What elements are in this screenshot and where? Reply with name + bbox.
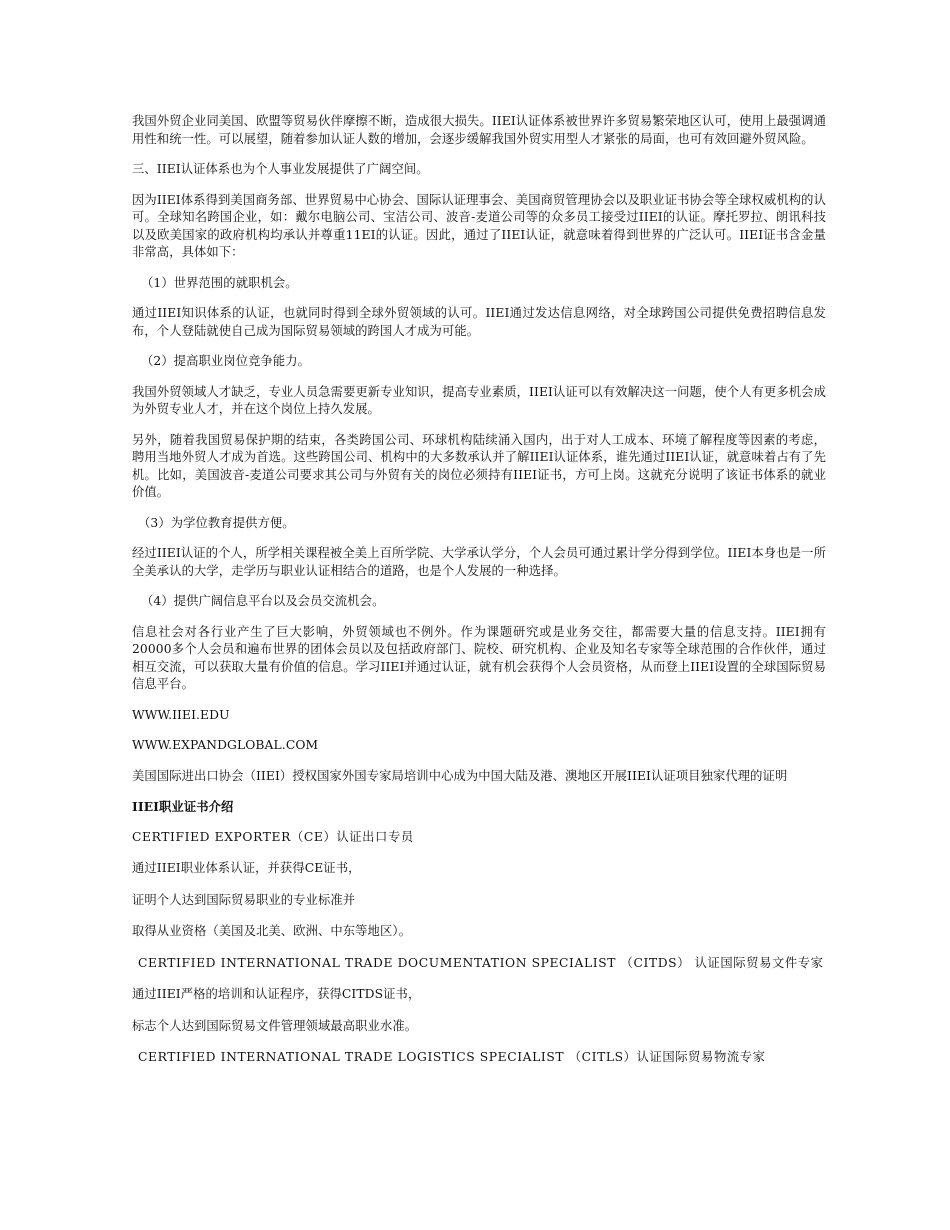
paragraph: 我国外贸企业同美国、欧盟等贸易伙伴摩擦不断，造成很大损失。IIEI认证体系被世界许多贸易繁荣地区认可，使用上最强调通用性和统一性。可以展望，随着参加认证人数的增加，会逐步缓解我国外贸实用型人才紧张的局面，也可有效回避外贸风险。 (132, 114, 826, 146)
paragraph: 经过IIEI认证的个人，所学相关课程被全美上百所学院、大学承认学分，个人会员可通过累计学分得到学位。IIEI本身也是一所全美承认的大学，走学历与职业认证相结合的道路，也是个人发展的一种选择。 (132, 546, 826, 578)
paragraph: 我国外贸领域人才缺乏，专业人员急需要更新专业知识，提高专业素质，IIEI认证可以有效解决这一问题，使个人有更多机会成为外贸专业人才，并在这个岗位上持久发展。 (132, 384, 826, 416)
certificate-name: CERTIFIED EXPORTER（CE）认证出口专员 (132, 829, 414, 844)
document-body (132, 113, 826, 1081)
list-heading: （4）提供广阔信息平台以及会员交流机会。 (141, 594, 385, 608)
section-title: IIEI职业证书介绍 (132, 799, 234, 814)
certificate-name: CERTIFIED INTERNATIONAL TRADE LOGISTICS SPECIALIST （CITLS）认证国际贸易物流专家 (138, 1050, 766, 1064)
website-url: WWW.IIEI.EDU (132, 707, 230, 722)
paragraph: 信息社会对各行业产生了巨大影响，外贸领域也不例外。作为课题研究或是业务交往，都需要大量的信息支持。IIEI拥有20000多个人会员和遍布世界的团体会员以及包括政府部门、院校、研究机构、企业及知名专家等全球范围的合作伙伴，通过相互交流，可以获取大量有价值的信息。学习IIEI并通过认证，就有机会获得个人会员资格，从而登上IIEI设置的全球国际贸易信息平台。 (132, 624, 826, 691)
paragraph: 通过IIEI职业体系认证，并获得CE证书， (132, 861, 361, 875)
paragraph: 证明个人达到国际贸易职业的专业标准并 (132, 892, 356, 907)
paragraph: 标志个人达到国际贸易文件管理领域最高职业水准。 (132, 1018, 418, 1033)
paragraph: 通过IIEI知识体系的认证，也就同时得到全球外贸领域的认可。IIEI通过发达信息网络，对全球跨国公司提供免费招聘信息发布，个人登陆就使自己成为国际贸易领域的跨国人才成为可能。 (132, 306, 826, 338)
paragraph: 通过IIEI严格的培训和认证程序，获得CITDS证书， (132, 987, 421, 1001)
paragraph: 取得从业资格（美国及北美、欧洲、中东等地区）。 (132, 924, 411, 938)
list-heading: （3）为学位教育提供方便。 (138, 515, 295, 530)
list-heading: （2）提高职业岗位竞争能力。 (141, 354, 311, 368)
certificate-name: CERTIFIED INTERNATIONAL TRADE DOCUMENTATION SPECIALIST （CITDS） 认证国际贸易文件专家 (138, 955, 824, 970)
section-heading: 三、IIEI认证体系也为个人事业发展提供了广阔空间。 (132, 162, 429, 176)
paragraph: 美国国际进出口协会（IIEI）授权国家外国专家局培训中心成为中国大陆及港、澳地区开展IIEI认证项目独家代理的证明 (132, 768, 788, 783)
paragraph: 另外，随着我国贸易保护期的结束，各类跨国公司、环球机构陆续涌入国内，出于对人工成本、环境了解程度等因素的考虑，聘用当地外贸人才成为首选。这些跨国公司、机构中的大多数承认并了解IIEI认证体系，谁先通过IIEI认证，就意味着占有了先机。比如，美国波音-麦道公司要求其公司与外贸有关的岗位必须持有IIEI证书，方可上岗。这就充分说明了该证书体系的就业价值。 (132, 432, 826, 499)
website-url: WWW.EXPANDGLOBAL.COM (132, 738, 319, 752)
list-heading: （1）世界范围的就职机会。 (141, 275, 298, 290)
paragraph: 因为IIEI体系得到美国商务部、世界贸易中心协会、国际认证理事会、美国商贸管理协会以及职业证书协会等全球权威机构的认可。全球知名跨国企业，如：戴尔电脑公司、宝洁公司、波音-麦道公司等的众多员工接受过IIEI的认证。摩托罗拉、朗讯科技以及欧美国家的政府机构均承认并尊重11EI的认证。因此，通过了IIEI认证，就意味着得到世界的广泛认可。IIEI证书含金量非常高，具体如下： (132, 192, 826, 259)
